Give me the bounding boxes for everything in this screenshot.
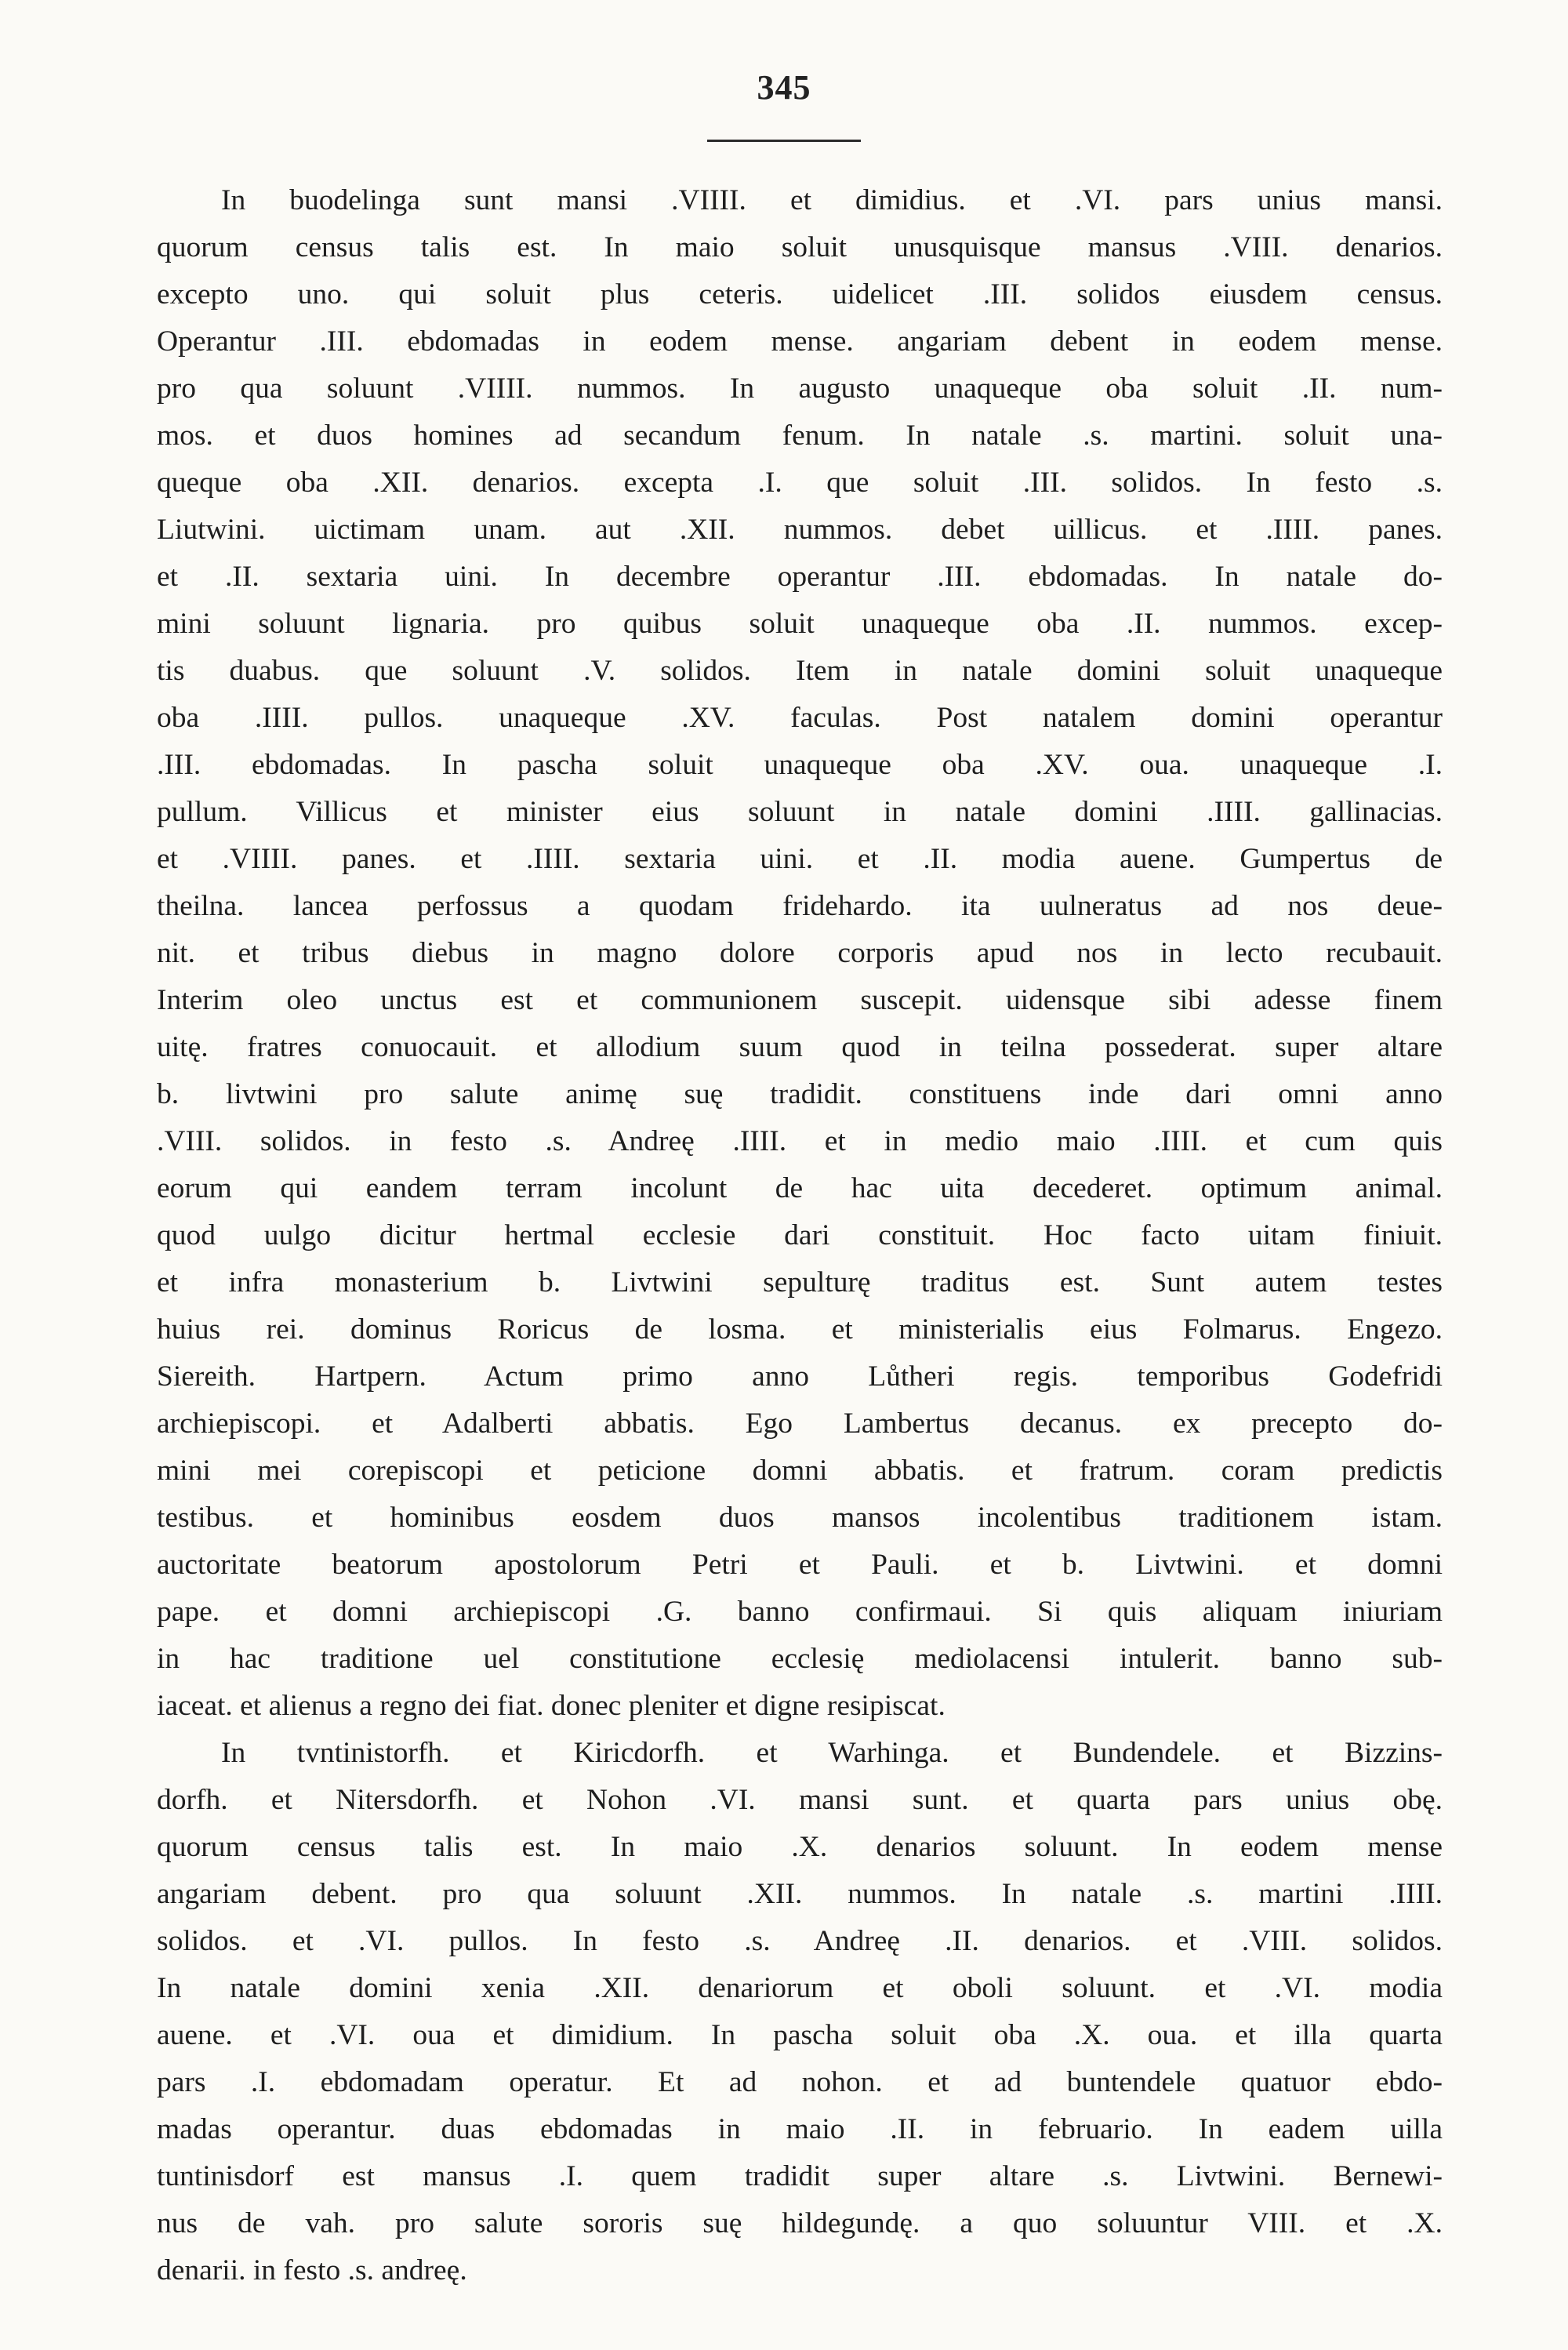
text-line: pro qua soluunt .VIIII. nummos. In augusto unaqueque oba soluit .II. num- xyxy=(157,372,1443,405)
text-line: testibus. et hominibus eosdem duos mansos incolentibus traditionem istam. xyxy=(157,1502,1443,1534)
text-line: madas operantur. duas ebdomadas in maio .II. in februario. In eadem uilla xyxy=(157,2113,1443,2145)
text-line: denarii. in festo .s. andreę. xyxy=(157,2254,467,2286)
text-line: et infra monasterium b. Livtwini sepulturę traditus est. Sunt autem testes xyxy=(157,1266,1443,1298)
text-line: mini soluunt lignaria. pro quibus soluit unaqueque oba .II. nummos. excep- xyxy=(157,608,1443,640)
page-number: 345 xyxy=(757,68,811,107)
text-line: angariam debent. pro qua soluunt .XII. nummos. In natale .s. martini .IIII. xyxy=(157,1878,1443,1910)
text-line: quod uulgo dicitur hertmal ecclesie dari constituit. Hoc facto uitam finiuit. xyxy=(157,1219,1443,1251)
text-line: Interim oleo unctus est et communionem suscepit. uidensque sibi adesse finem xyxy=(157,984,1443,1016)
text-line: mos. et duos homines ad secandum fenum. In natale .s. martini. soluit una- xyxy=(157,420,1443,452)
text-line: In tvntinistorfh. et Kiricdorfh. et Warhinga. et Bundendele. et Bizzins- xyxy=(221,1737,1443,1769)
text-line: oba .IIII. pullos. unaqueque .XV. faculas. Post natalem domini operantur xyxy=(157,702,1443,734)
text-line: eorum qui eandem terram incolunt de hac uita decederet. optimum animal. xyxy=(157,1172,1443,1204)
text-line: huius rei. dominus Roricus de losma. et ministerialis eius Folmarus. Engezo. xyxy=(157,1313,1443,1346)
text-line: excepto uno. qui soluit plus ceteris. uidelicet .III. solidos eiusdem census. xyxy=(157,278,1443,311)
text-line: nus de vah. pro salute sororis suę hildegundę. a quo soluuntur VIII. et .X. xyxy=(157,2207,1443,2239)
text-line: pullum. Villicus et minister eius soluunt in natale domini .IIII. gallinacias. xyxy=(157,796,1443,828)
text-line: auctoritate beatorum apostolorum Petri et Pauli. et b. Livtwini. et domni xyxy=(157,1549,1443,1581)
text-line: archiepiscopi. et Adalberti abbatis. Ego Lambertus decanus. ex precepto do- xyxy=(157,1407,1443,1440)
text-line: tis duabus. que soluunt .V. solidos. Item in natale domini soluit unaqueque xyxy=(157,655,1443,687)
text-line: .VIII. solidos. in festo .s. Andreę .IIII. et in medio maio .IIII. et cum quis xyxy=(157,1125,1443,1157)
text-line: nit. et tribus diebus in magno dolore corporis apud nos in lecto recubauit. xyxy=(157,937,1443,969)
text-line: uitę. fratres conuocauit. et allodium suum quod in teilna possederat. super altare xyxy=(157,1031,1443,1063)
text-line: in hac traditione uel constitutione ecclesię mediolacensi intulerit. banno sub- xyxy=(157,1643,1443,1675)
text-line: b. livtwini pro salute animę suę tradidit. constituens inde dari omni anno xyxy=(157,1078,1443,1110)
text-line: auene. et .VI. oua et dimidium. In pascha soluit oba .X. oua. et illa quarta xyxy=(157,2019,1443,2051)
text-line: tuntinisdorf est mansus .I. quem tradidit super altare .s. Livtwini. Bernewi- xyxy=(157,2160,1443,2192)
text-line: quorum census talis est. In maio soluit unusquisque mansus .VIII. denarios. xyxy=(157,231,1443,263)
text-line: pars .I. ebdomadam operatur. Et ad nohon. et ad buntendele quatuor ebdo- xyxy=(157,2066,1443,2098)
text-line: et .II. sextaria uini. In decembre operantur .III. ebdomadas. In natale do- xyxy=(157,561,1443,593)
text-line: .III. ebdomadas. In pascha soluit unaqueque oba .XV. oua. unaqueque .I. xyxy=(157,749,1443,781)
charter-text xyxy=(157,177,1443,2294)
text-line: quorum census talis est. In maio .X. denarios soluunt. In eodem mense xyxy=(157,1831,1443,1863)
page-number-rule xyxy=(707,140,861,142)
text-line: In natale domini xenia .XII. denariorum et oboli soluunt. et .VI. modia xyxy=(157,1972,1443,2004)
text-line: Operantur .III. ebdomadas in eodem mense. angariam debent in eodem mense. xyxy=(157,325,1443,358)
text-line: solidos. et .VI. pullos. In festo .s. Andreę .II. denarios. et .VIII. solidos. xyxy=(157,1925,1443,1957)
text-line: Liutwini. uictimam unam. aut .XII. nummos. debet uillicus. et .IIII. panes. xyxy=(157,514,1443,546)
text-line: Siereith. Hartpern. Actum primo anno Lůtheri regis. temporibus Godefridi xyxy=(157,1360,1443,1393)
text-line: mini mei corepiscopi et peticione domni abbatis. et fratrum. coram predictis xyxy=(157,1455,1443,1487)
text-line: theilna. lancea perfossus a quodam fridehardo. ita uulneratus ad nos deue- xyxy=(157,890,1443,922)
text-line: dorfh. et Nitersdorfh. et Nohon .VI. mansi sunt. et quarta pars unius obę. xyxy=(157,1784,1443,1816)
text-line: queque oba .XII. denarios. excepta .I. que soluit .III. solidos. In festo .s. xyxy=(157,467,1443,499)
text-line: et .VIIII. panes. et .IIII. sextaria uini. et .II. modia auene. Gumpertus de xyxy=(157,843,1443,875)
text-line: In buodelinga sunt mansi .VIIII. et dimidius. et .VI. pars unius mansi. xyxy=(221,184,1443,216)
text-line: pape. et domni archiepiscopi .G. banno confirmaui. Si quis aliquam iniuriam xyxy=(157,1596,1443,1628)
text-line: iaceat. et alienus a regno dei fiat. donec pleniter et digne resipiscat. xyxy=(157,1690,946,1722)
